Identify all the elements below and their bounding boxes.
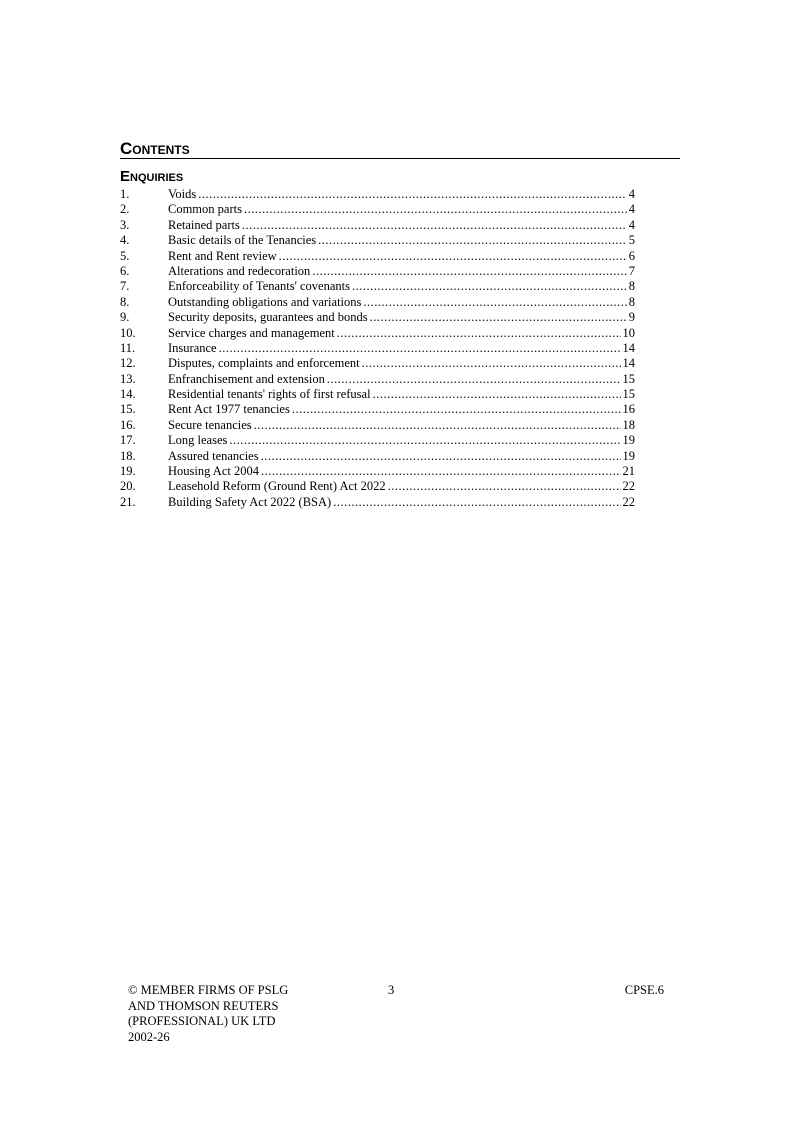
toc-entry-title: Residential tenants' rights of first refusal xyxy=(168,387,371,402)
toc-entry-title: Assured tenancies xyxy=(168,448,259,463)
toc-entry-page: 5 xyxy=(628,233,635,248)
footer-copyright-line: © MEMBER FIRMS OF PSLG xyxy=(128,983,289,997)
toc-entry-title: Voids xyxy=(168,187,197,201)
toc-entry-page: 14 xyxy=(622,356,635,371)
toc-entry-page: 22 xyxy=(622,494,635,509)
toc-dot-leader xyxy=(198,187,626,202)
toc-dot-leader xyxy=(261,449,621,464)
toc-entry-page: 15 xyxy=(622,371,635,386)
toc-entry-title: Security deposits, guarantees and bonds xyxy=(168,310,368,325)
toc-dot-leader xyxy=(254,418,621,433)
toc-entry-title: Basic details of the Tenancies xyxy=(168,233,317,248)
toc-entry-title: Rent Act 1977 tenancies xyxy=(168,402,290,417)
toc-entry-title: Outstanding obligations and variations xyxy=(168,294,362,309)
toc-entry[interactable] xyxy=(120,249,635,264)
toc-dot-leader xyxy=(279,249,627,264)
toc-entry-title: Building Safety Act 2022 (BSA) xyxy=(168,494,332,509)
toc-entry[interactable] xyxy=(120,310,635,325)
toc-entry-page: 18 xyxy=(622,417,635,432)
toc-dot-leader xyxy=(362,356,621,371)
toc-entry[interactable] xyxy=(120,295,635,310)
toc-entry-page: 7 xyxy=(628,263,635,278)
toc-entry-number: 15. xyxy=(120,402,136,417)
toc-entry-title: Rent and Rent review xyxy=(168,248,277,263)
toc-entry[interactable] xyxy=(120,356,635,371)
toc-entry-title: Service charges and management xyxy=(168,325,335,340)
toc-entry-number: 11. xyxy=(120,340,136,355)
toc-entry-page: 4 xyxy=(628,187,635,201)
toc-entry-number: 4. xyxy=(120,233,130,248)
toc-entry-number: 7. xyxy=(120,279,130,294)
toc-dot-leader xyxy=(229,433,620,448)
toc-entry[interactable] xyxy=(120,202,635,217)
table-of-contents xyxy=(120,187,635,510)
toc-dot-leader xyxy=(242,218,627,233)
toc-entry-number: 20. xyxy=(120,479,136,494)
toc-dot-leader xyxy=(261,464,621,479)
toc-entry-number: 13. xyxy=(120,371,136,386)
toc-dot-leader xyxy=(244,202,627,217)
toc-entry-number: 17. xyxy=(120,433,136,448)
toc-entry-title: Retained parts xyxy=(168,217,240,232)
toc-entry-number: 3. xyxy=(120,217,130,232)
toc-dot-leader xyxy=(292,402,621,417)
toc-entry[interactable] xyxy=(120,372,635,387)
toc-dot-leader xyxy=(312,264,626,279)
toc-entry[interactable] xyxy=(120,233,635,248)
toc-entry[interactable] xyxy=(120,326,635,341)
toc-entry-number: 2. xyxy=(120,202,130,217)
toc-entry-page: 10 xyxy=(622,325,635,340)
toc-entry-page: 4 xyxy=(628,217,635,232)
toc-entry-page: 19 xyxy=(622,448,635,463)
toc-entry[interactable] xyxy=(120,418,635,433)
footer-copyright xyxy=(128,983,328,1045)
toc-dot-leader xyxy=(327,372,621,387)
toc-entry[interactable] xyxy=(120,187,635,202)
toc-dot-leader xyxy=(363,295,626,310)
toc-dot-leader xyxy=(352,279,627,294)
toc-dot-leader xyxy=(337,326,621,341)
toc-entry-number: 9. xyxy=(120,310,130,325)
toc-entry-number: 6. xyxy=(120,263,130,278)
toc-entry-page: 8 xyxy=(628,294,635,309)
footer-copyright-line: AND THOMSON REUTERS xyxy=(128,998,279,1013)
toc-entry-page: 4 xyxy=(628,202,635,217)
toc-entry-page: 21 xyxy=(622,464,635,479)
toc-entry[interactable] xyxy=(120,218,635,233)
toc-entry-number: 21. xyxy=(120,494,136,509)
toc-entry[interactable] xyxy=(120,402,635,417)
toc-entry-number: 8. xyxy=(120,294,130,309)
toc-dot-leader xyxy=(333,495,620,510)
toc-entry-title: Enforceability of Tenants' covenants xyxy=(168,279,350,294)
toc-entry[interactable] xyxy=(120,433,635,448)
toc-entry-number: 1. xyxy=(120,187,130,201)
toc-entry[interactable] xyxy=(120,264,635,279)
footer-page-number: 3 xyxy=(388,983,395,997)
footer-copyright-line: (PROFESSIONAL) UK LTD xyxy=(128,1014,276,1028)
toc-entry-page: 15 xyxy=(622,387,635,402)
toc-entry-number: 19. xyxy=(120,464,136,479)
toc-entry-title: Insurance xyxy=(168,340,217,355)
toc-entry-number: 14. xyxy=(120,387,136,402)
toc-entry-page: 6 xyxy=(628,248,635,263)
toc-entry-title: Housing Act 2004 xyxy=(168,464,259,479)
toc-entry[interactable] xyxy=(120,464,635,479)
toc-entry-title: Secure tenancies xyxy=(168,417,252,432)
toc-entry-page: 16 xyxy=(622,402,635,417)
toc-entry[interactable] xyxy=(120,449,635,464)
footer-document-code: CPSE.6 xyxy=(624,983,664,997)
toc-dot-leader xyxy=(370,310,627,325)
toc-entry[interactable] xyxy=(120,387,635,402)
toc-entry-title: Long leases xyxy=(168,433,228,448)
footer-copyright-line: 2002-26 xyxy=(128,1029,170,1044)
toc-entry[interactable] xyxy=(120,495,635,510)
toc-entry-number: 10. xyxy=(120,325,136,340)
toc-entry[interactable] xyxy=(120,341,635,356)
toc-entry-page: 9 xyxy=(628,310,635,325)
section-heading-enquiries: Enquiries xyxy=(120,168,184,185)
contents-heading: Contents xyxy=(120,139,680,159)
toc-entry-page: 14 xyxy=(622,340,635,355)
toc-entry-title: Alterations and redecoration xyxy=(168,263,311,278)
toc-dot-leader xyxy=(388,479,621,494)
toc-dot-leader xyxy=(373,387,621,402)
toc-entry-number: 18. xyxy=(120,448,136,463)
toc-entry-title: Leasehold Reform (Ground Rent) Act 2022 xyxy=(168,479,386,494)
toc-dot-leader xyxy=(318,233,627,248)
toc-entry-page: 22 xyxy=(622,479,635,494)
toc-entry-page: 19 xyxy=(622,433,635,448)
toc-entry-number: 16. xyxy=(120,417,136,432)
toc-entry[interactable] xyxy=(120,479,635,494)
toc-entry-title: Disputes, complaints and enforcement xyxy=(168,356,360,371)
toc-entry-number: 12. xyxy=(120,356,136,371)
toc-entry-page: 8 xyxy=(628,279,635,294)
toc-entry-number: 5. xyxy=(120,248,130,263)
toc-dot-leader xyxy=(219,341,621,356)
toc-entry-title: Enfranchisement and extension xyxy=(168,371,325,386)
toc-entry[interactable] xyxy=(120,279,635,294)
toc-entry-title: Common parts xyxy=(168,202,242,217)
